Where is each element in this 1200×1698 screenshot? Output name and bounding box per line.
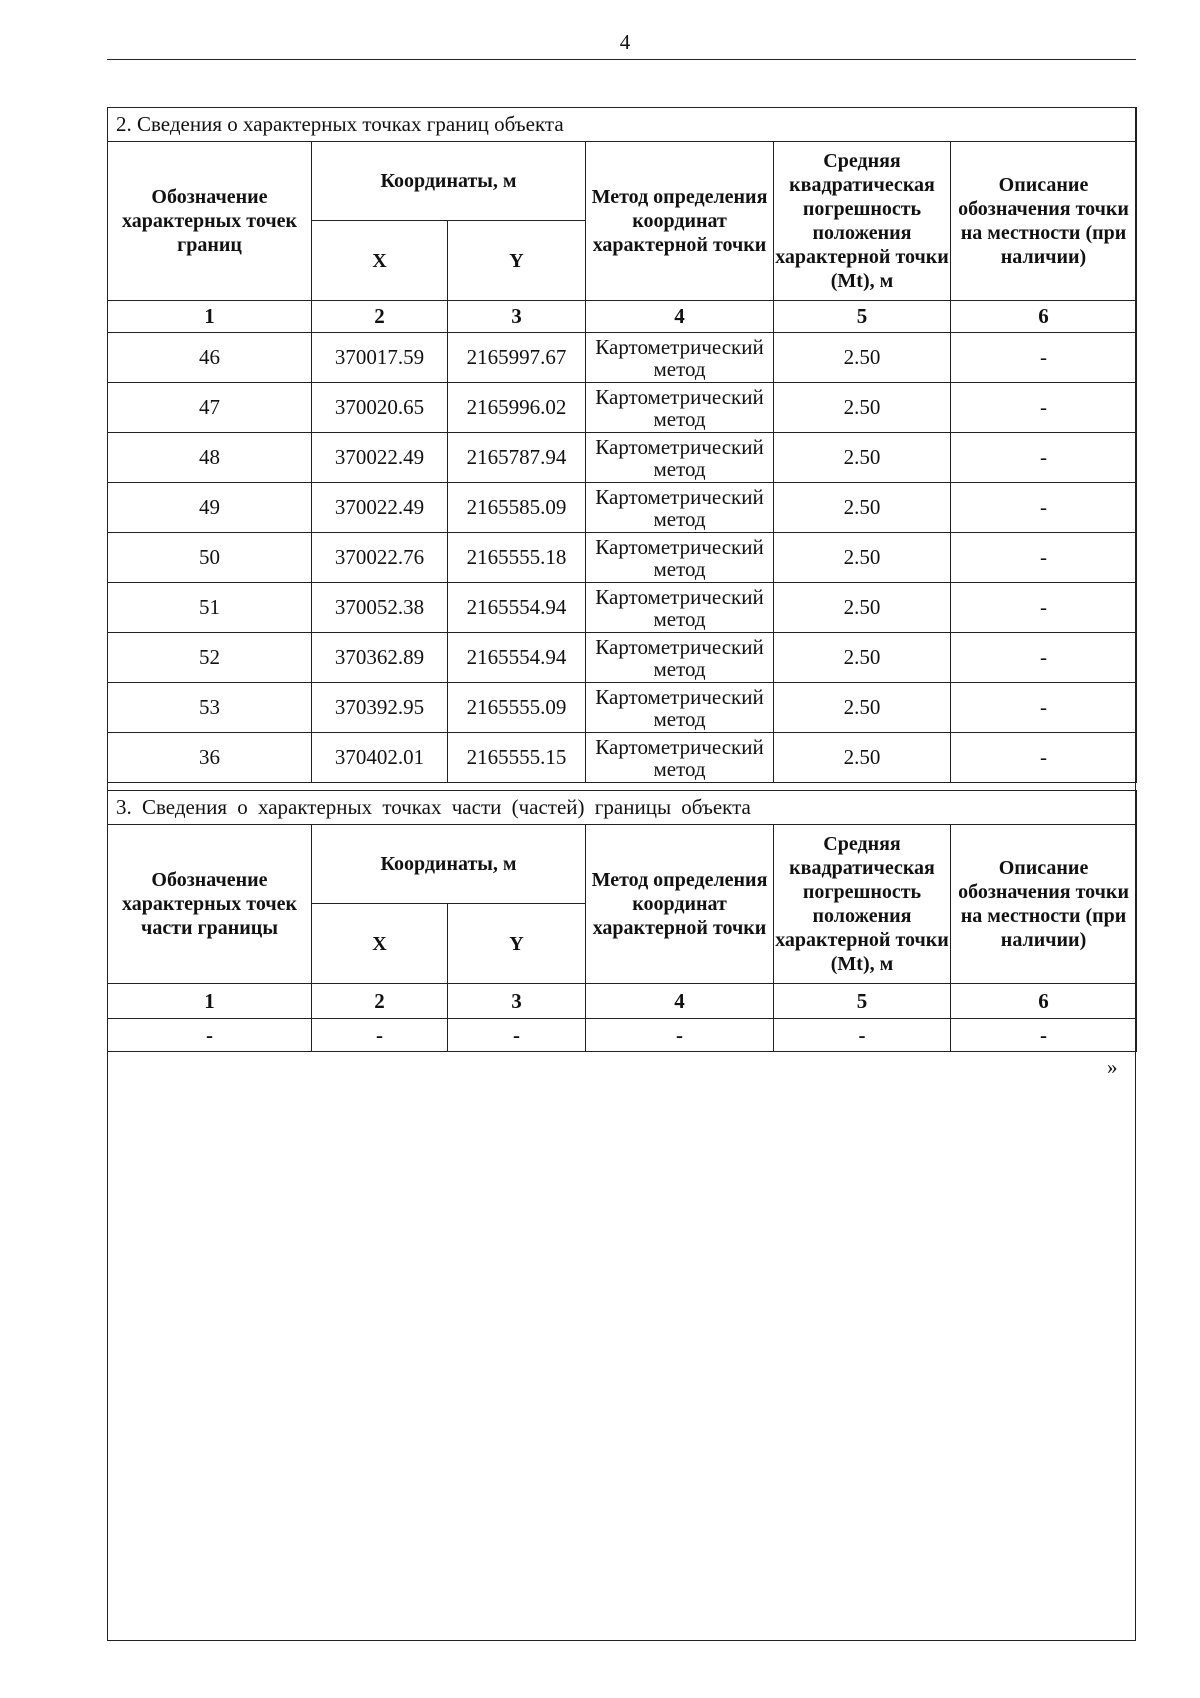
cell-description: - <box>951 533 1137 583</box>
header-y: Y <box>448 221 586 301</box>
header-designation: Обозначение характерных точек границ <box>108 142 312 301</box>
column-number: 5 <box>774 984 951 1019</box>
cell-method: Картометрический метод <box>586 683 774 733</box>
cell-method: Картометрический метод <box>586 733 774 783</box>
table-row <box>108 683 1137 733</box>
cell-method: Картометрический метод <box>586 533 774 583</box>
cell-point: 51 <box>108 583 312 633</box>
cell-description: - <box>951 733 1137 783</box>
cell-error: 2.50 <box>774 483 951 533</box>
cell-x: - <box>312 1019 448 1052</box>
table-row <box>108 733 1137 783</box>
column-number: 3 <box>448 984 586 1019</box>
column-number: 6 <box>951 301 1137 333</box>
cell-error: 2.50 <box>774 383 951 433</box>
cell-error: 2.50 <box>774 433 951 483</box>
column-number: 1 <box>108 301 312 333</box>
cell-point: 47 <box>108 383 312 433</box>
column-number: 6 <box>951 984 1137 1019</box>
table-row <box>108 1019 1137 1052</box>
cell-point: 46 <box>108 333 312 383</box>
header-y: Y <box>448 904 586 984</box>
cell-x: 370392.95 <box>312 683 448 733</box>
cell-method: Картометрический метод <box>586 483 774 533</box>
table-row <box>108 383 1137 433</box>
cell-description: - <box>951 583 1137 633</box>
cell-point: - <box>108 1019 312 1052</box>
header-designation: Обозначение характерных точек части границы <box>108 825 312 984</box>
header-x: X <box>312 904 448 984</box>
cell-description: - <box>951 333 1137 383</box>
header-description: Описание обозначения точки на местности (при наличии) <box>951 142 1137 301</box>
cell-y: 2165555.15 <box>448 733 586 783</box>
cell-y: - <box>448 1019 586 1052</box>
cell-error: 2.50 <box>774 333 951 383</box>
cell-method: Картометрический метод <box>586 333 774 383</box>
cell-point: 48 <box>108 433 312 483</box>
cell-y: 2165997.67 <box>448 333 586 383</box>
header-coordinates: Координаты, м <box>312 142 586 221</box>
cell-y: 2165554.94 <box>448 583 586 633</box>
cell-method: Картометрический метод <box>586 633 774 683</box>
cell-error: 2.50 <box>774 583 951 633</box>
cell-x: 370020.65 <box>312 383 448 433</box>
cell-error: - <box>774 1019 951 1052</box>
column-number: 5 <box>774 301 951 333</box>
cell-point: 50 <box>108 533 312 583</box>
table-row <box>108 583 1137 633</box>
cell-error: 2.50 <box>774 733 951 783</box>
cell-x: 370022.76 <box>312 533 448 583</box>
cell-error: 2.50 <box>774 683 951 733</box>
header-method: Метод определения координат характерной точки <box>586 825 774 984</box>
table-row <box>108 633 1137 683</box>
column-number: 2 <box>312 984 448 1019</box>
cell-method: - <box>586 1019 774 1052</box>
cell-y: 2165585.09 <box>448 483 586 533</box>
section-2-table <box>107 107 1137 783</box>
column-number-row <box>108 301 1137 333</box>
cell-description: - <box>951 1019 1137 1052</box>
column-number: 3 <box>448 301 586 333</box>
section-3-table <box>107 790 1137 1052</box>
cell-x: 370022.49 <box>312 483 448 533</box>
cell-y: 2165554.94 <box>448 633 586 683</box>
column-number: 1 <box>108 984 312 1019</box>
column-number: 4 <box>586 984 774 1019</box>
cell-method: Картометрический метод <box>586 433 774 483</box>
cell-x: 370402.01 <box>312 733 448 783</box>
cell-point: 36 <box>108 733 312 783</box>
cell-x: 370052.38 <box>312 583 448 633</box>
cell-x: 370017.59 <box>312 333 448 383</box>
cell-y: 2165555.18 <box>448 533 586 583</box>
cell-description: - <box>951 433 1137 483</box>
table-row <box>108 533 1137 583</box>
header-coordinates: Координаты, м <box>312 825 586 904</box>
column-number: 2 <box>312 301 448 333</box>
cell-method: Картометрический метод <box>586 583 774 633</box>
table-row <box>108 333 1137 383</box>
cell-description: - <box>951 633 1137 683</box>
cell-y: 2165555.09 <box>448 683 586 733</box>
header-error: Средняя квадратическая погрешность положения характерной точки (Mt), м <box>774 825 951 984</box>
cell-x: 370362.89 <box>312 633 448 683</box>
section-3-title: 3. Сведения о характерных точках части (частей) границы объекта <box>108 791 1137 825</box>
page-number: 4 <box>619 30 631 54</box>
cell-description: - <box>951 383 1137 433</box>
cell-error: 2.50 <box>774 533 951 583</box>
cell-y: 2165996.02 <box>448 383 586 433</box>
table-row <box>108 483 1137 533</box>
header-method: Метод определения координат характерной точки <box>586 142 774 301</box>
column-number: 4 <box>586 301 774 333</box>
cell-x: 370022.49 <box>312 433 448 483</box>
cell-point: 49 <box>108 483 312 533</box>
cell-point: 53 <box>108 683 312 733</box>
cell-error: 2.50 <box>774 633 951 683</box>
header-description: Описание обозначения точки на местности (при наличии) <box>951 825 1137 984</box>
table-row <box>108 433 1137 483</box>
cell-description: - <box>951 483 1137 533</box>
cell-y: 2165787.94 <box>448 433 586 483</box>
header-rule <box>107 59 1136 60</box>
header-x: X <box>312 221 448 301</box>
column-number-row <box>108 984 1137 1019</box>
header-error: Средняя квадратическая погрешность положения характерной точки (Mt), м <box>774 142 951 301</box>
cell-description: - <box>951 683 1137 733</box>
cell-point: 52 <box>108 633 312 683</box>
closing-quote-mark: » <box>1107 1055 1118 1079</box>
cell-method: Картометрический метод <box>586 383 774 433</box>
document-frame <box>107 107 1136 1641</box>
section-2-title: 2. Сведения о характерных точках границ объекта <box>108 108 1137 142</box>
